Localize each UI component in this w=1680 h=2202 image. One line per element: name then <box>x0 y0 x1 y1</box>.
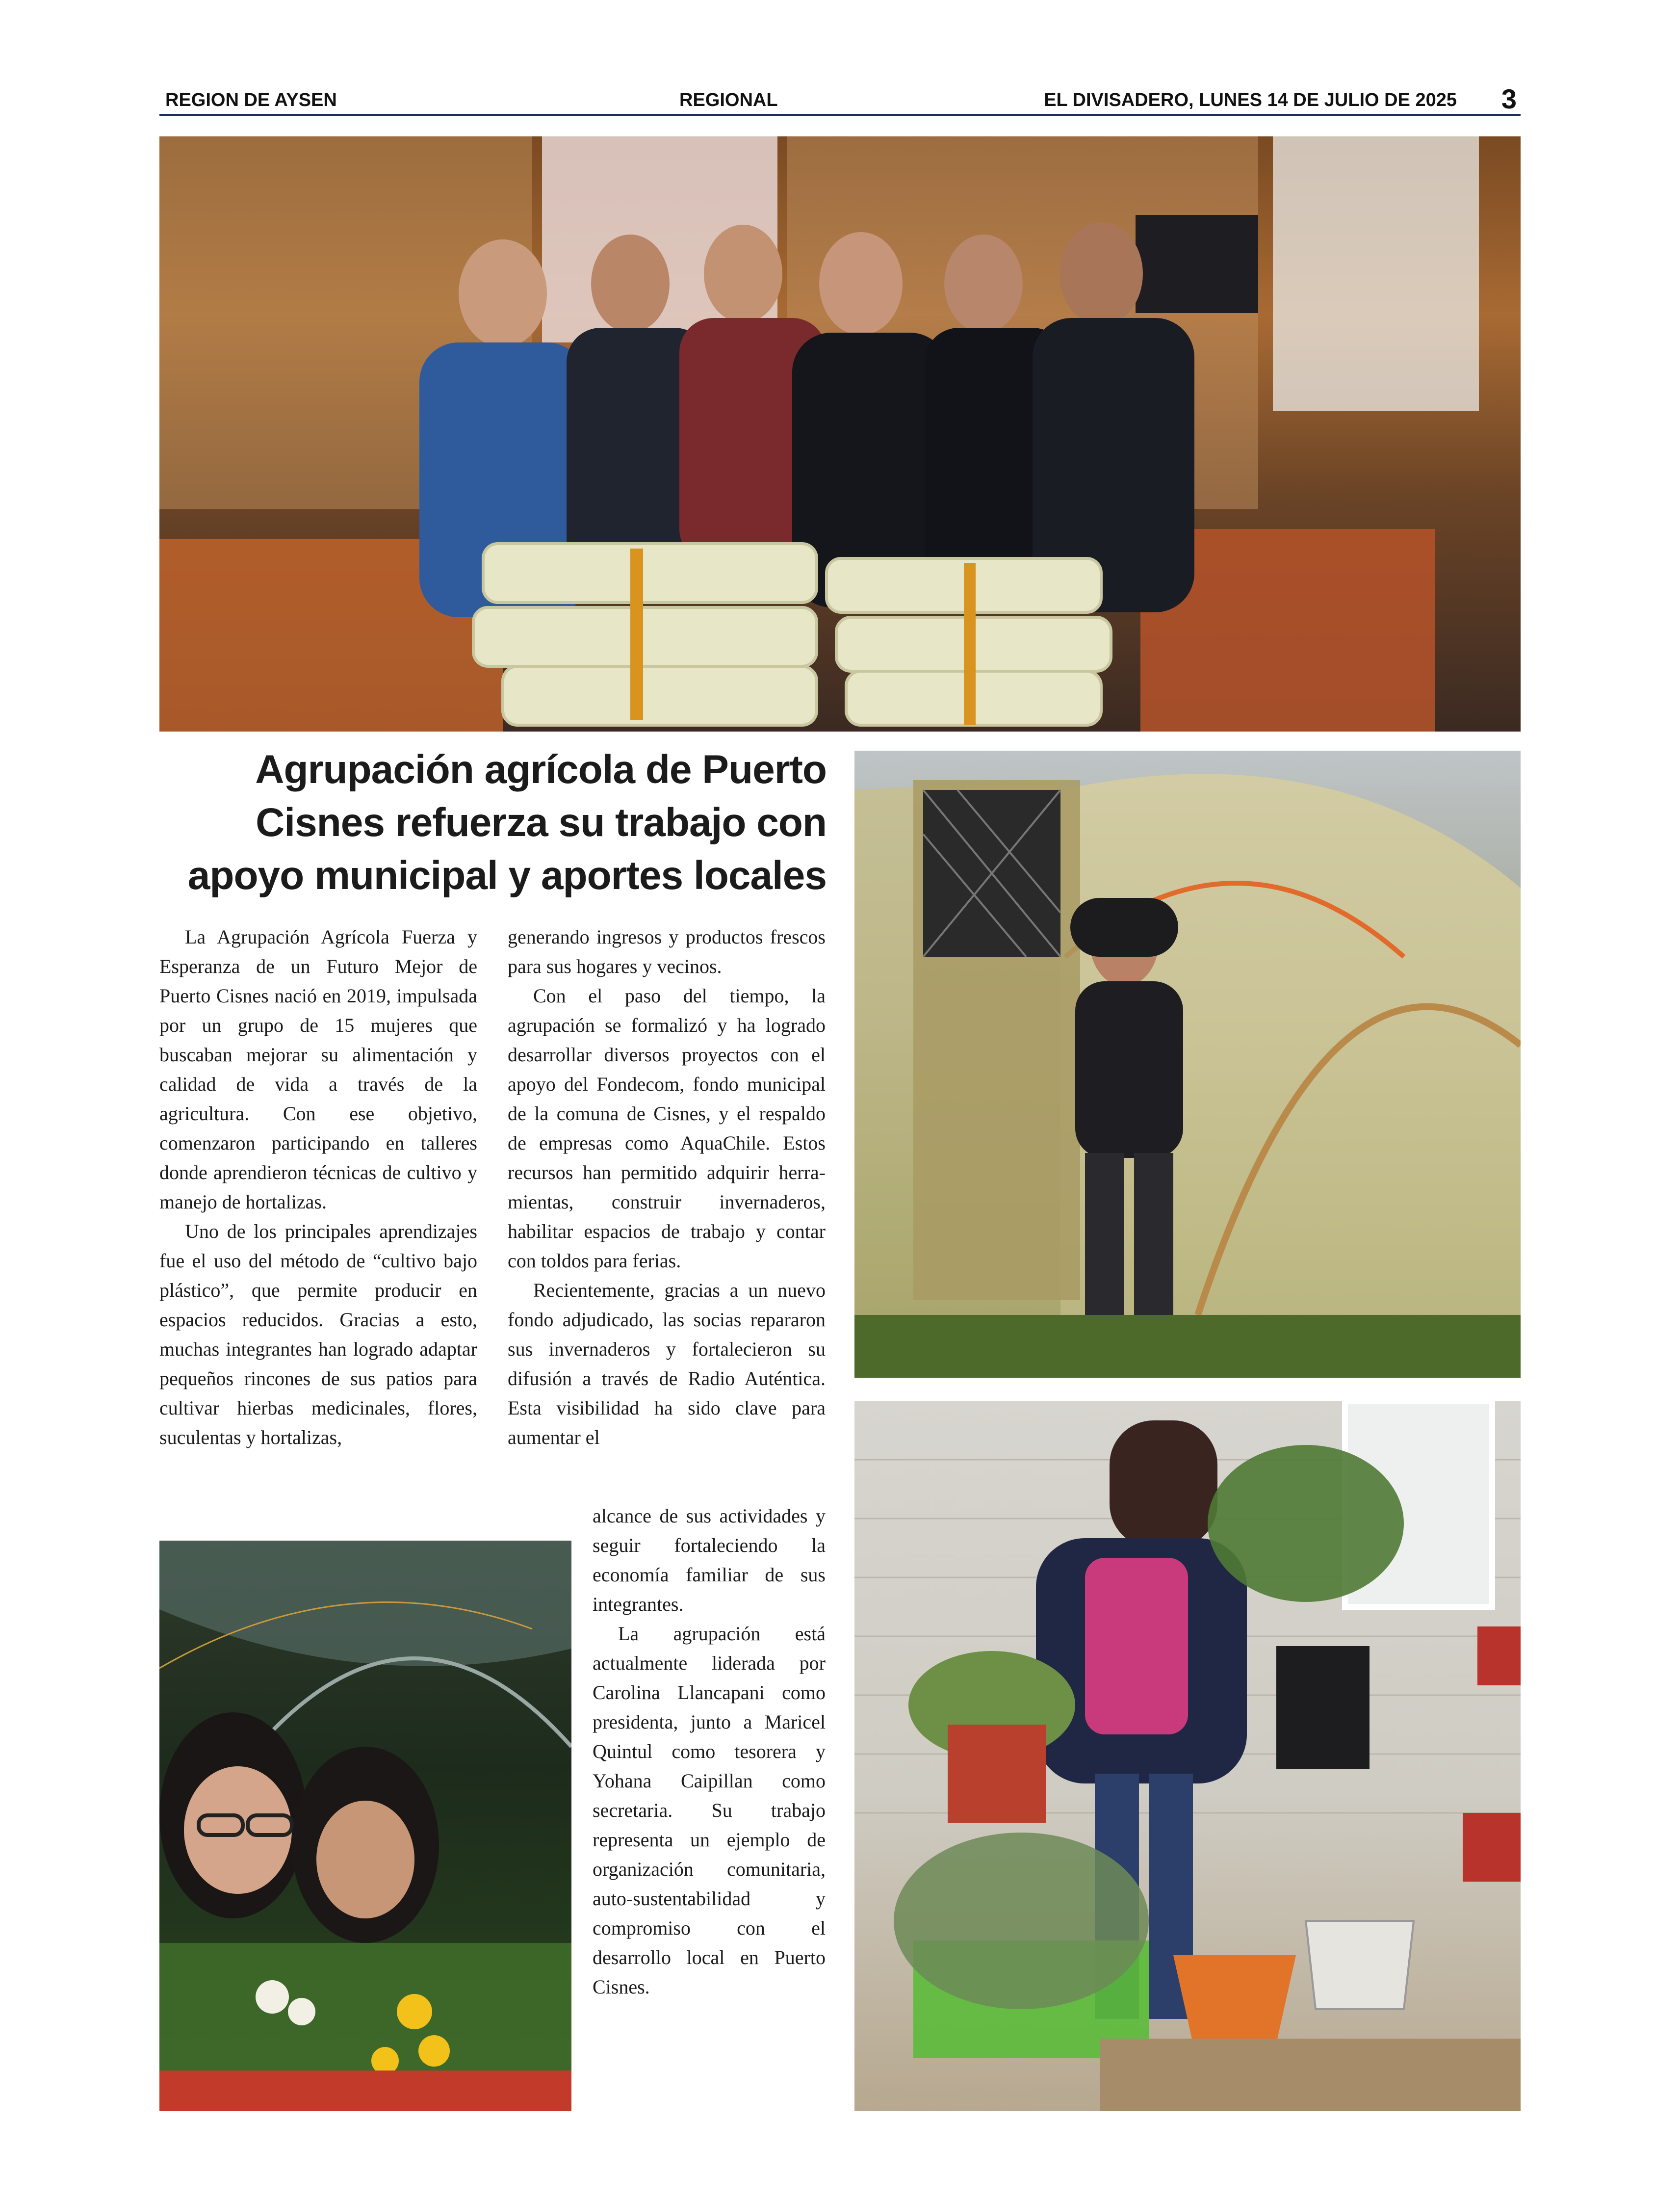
article-column-1 <box>159 922 477 1452</box>
potted-plants-photo <box>854 1401 1521 2111</box>
article-column-3 <box>593 1501 826 2002</box>
header-dateline: EL DIVISADERO, LUNES 14 DE JULIO DE 2025 <box>1044 90 1457 110</box>
page-number: 3 <box>1501 83 1517 114</box>
header-region: REGION DE AYSEN <box>165 90 337 110</box>
article-column-2 <box>508 922 826 1452</box>
greenhouse-door-photo <box>854 751 1521 1378</box>
greenhouse-selfie-photo <box>159 1541 571 2111</box>
headline-line-3: apoyo municipal y aportes locales <box>187 853 827 898</box>
article-paragraph: Recientemente, gracias a un nuevo fondo adjudicado, las socias repararon sus invernaderos y fortalecieron su difusión a través de Radio Auténtica. Esta visibilidad ha sido clave para aumentar el <box>508 1279 826 1448</box>
article-paragraph: Uno de los principales aprendizajes fue el uso del método de “cultivo bajo plástico”, que permite producir en espacios reducidos. Gracias a esto, muchas integrantes han logrado adaptar pequeños rincones de sus patios para cultivar hierbas medicinales, flores, suculentas y hortalizas, <box>159 1220 477 1448</box>
potted-plants-photo-art <box>854 1401 1521 2111</box>
main-group-photo-art <box>159 136 1521 732</box>
article-paragraph: alcance de sus actividades y seguir fortaleciendo la economía familiar de sus integrantes. <box>593 1505 826 1615</box>
article-paragraph: La Agrupación Agrícola Fuerza y Esperanza de un Futuro Mejor de Puerto Cisnes nació en 2019, impulsada por un grupo de 15 mujeres que buscaban mejorar su alimentación y calidad de vida a través de la agricultura. Con ese objetivo, comenzaron participando en talleres donde aprendieron técnicas de cultivo y manejo de hortalizas. <box>159 926 477 1213</box>
main-group-photo <box>159 136 1521 732</box>
headline-line-2: Cisnes refuerza su trabajo con <box>256 800 827 845</box>
article-paragraph: La agrupación está actualmente liderada por Carolina Llancapani como presidenta, junto a Maricel Quintul como tesorera y Yohana Caipillan como secretaria. Su trabajo representa un ejemplo de organización comunitaria, auto-sustentabilidad y compromiso con el desarrollo local en Puerto Cisnes. <box>593 1623 826 1998</box>
greenhouse-door-photo-art <box>854 751 1521 1378</box>
page-header <box>159 83 1521 116</box>
article-paragraph: Con el paso del tiempo, la agrupación se formalizó y ha logrado desarrollar diversos proyectos con el apoyo del Fondecom, fondo municipal de la comuna de Cisnes, y el respaldo de empresas como AquaChile. Estos recursos han permitido adquirir herramientas, construir invernaderos, habilitar espacios de trabajo y contar con toldos para ferias. <box>508 985 826 1272</box>
article-headline <box>159 743 827 902</box>
greenhouse-selfie-photo-art <box>159 1541 571 2111</box>
header-section: REGIONAL <box>679 90 778 110</box>
headline-line-1: Agrupación agrícola de Puerto <box>255 747 827 792</box>
article-paragraph: generando ingresos y productos frescos para sus hogares y vecinos. <box>508 926 826 977</box>
